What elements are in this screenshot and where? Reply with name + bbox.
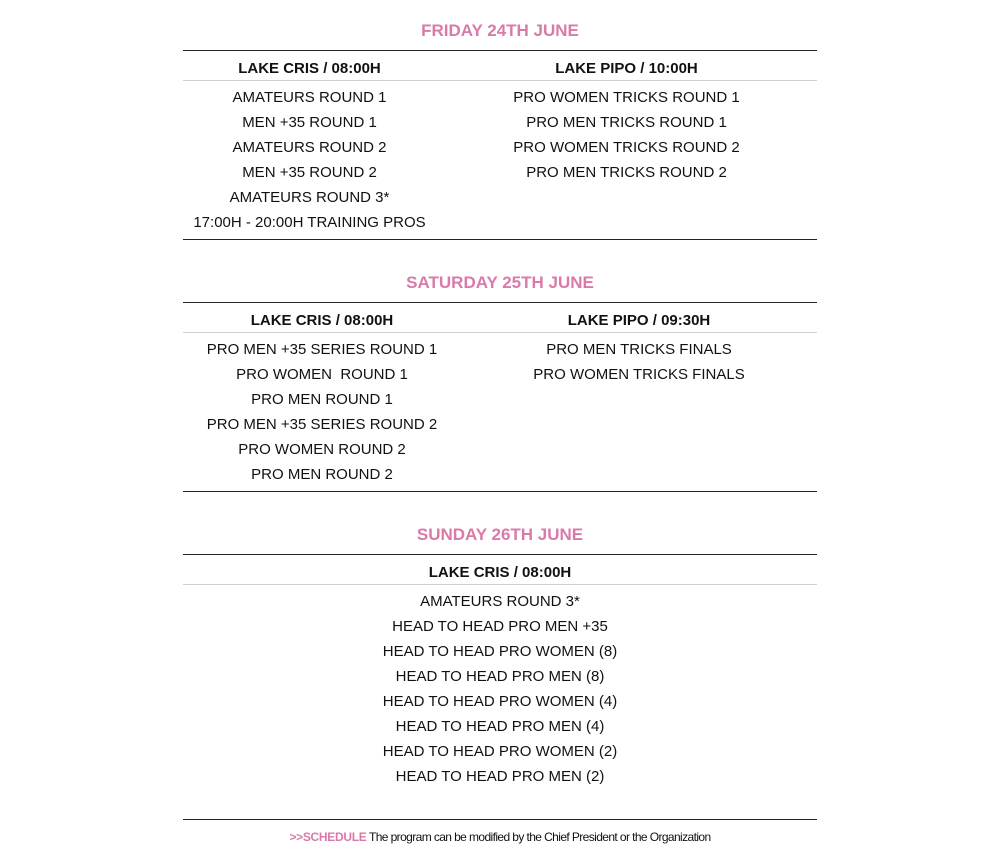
event-item: HEAD TO HEAD PRO MEN (2) <box>395 768 605 785</box>
event-item: HEAD TO HEAD PRO MEN +35 <box>392 618 608 635</box>
venue-columns <box>183 555 817 789</box>
day-section-friday <box>183 19 817 240</box>
venue-column-lake-pipo <box>436 51 817 235</box>
venue-column-lake-cris <box>183 303 461 487</box>
event-item: AMATEURS ROUND 2 <box>232 139 387 156</box>
venue-column-lake-cris <box>183 555 817 789</box>
event-item: PRO MEN TRICKS ROUND 2 <box>526 164 727 181</box>
event-item: PRO WOMEN TRICKS FINALS <box>533 366 745 383</box>
event-item: AMATEURS ROUND 3* <box>229 189 390 206</box>
event-item: HEAD TO HEAD PRO MEN (4) <box>395 718 605 735</box>
event-item: MEN +35 ROUND 1 <box>242 114 377 131</box>
event-item: PRO MEN TRICKS ROUND 1 <box>526 114 727 131</box>
event-item: HEAD TO HEAD PRO WOMEN (8) <box>382 643 618 660</box>
venue-columns <box>183 303 817 487</box>
footer-note <box>183 828 817 846</box>
venue-header: LAKE CRIS / 08:00H <box>183 303 461 333</box>
event-item: MEN +35 ROUND 2 <box>242 164 377 181</box>
venue-header: LAKE CRIS / 08:00H <box>183 51 436 81</box>
footer-disclaimer: The program can be modified by the Chief President or the Organization <box>369 830 711 844</box>
event-item: PRO MEN ROUND 1 <box>251 391 393 408</box>
event-item: PRO MEN +35 SERIES ROUND 1 <box>206 341 438 358</box>
event-list <box>183 333 461 487</box>
event-item: PRO MEN +35 SERIES ROUND 2 <box>206 416 438 433</box>
event-item: AMATEURS ROUND 1 <box>232 89 387 106</box>
event-list <box>183 81 436 235</box>
footer <box>183 819 817 846</box>
divider <box>183 819 817 820</box>
event-item: 17:00H - 20:00H TRAINING PROS <box>193 214 426 231</box>
event-item: PRO WOMEN ROUND 1 <box>236 366 408 383</box>
venue-column-lake-pipo <box>461 303 817 487</box>
day-title: FRIDAY 24TH JUNE <box>421 21 579 40</box>
event-list <box>461 333 817 387</box>
venue-header: LAKE PIPO / 09:30H <box>461 303 817 333</box>
day-section-sunday <box>183 523 817 789</box>
event-item: PRO MEN ROUND 2 <box>251 466 393 483</box>
venue-header: LAKE PIPO / 10:00H <box>436 51 817 81</box>
venue-columns <box>183 51 817 235</box>
event-item: PRO WOMEN TRICKS ROUND 1 <box>513 89 740 106</box>
day-title: SUNDAY 26TH JUNE <box>416 525 584 544</box>
venue-header: LAKE CRIS / 08:00H <box>183 555 817 585</box>
divider <box>183 491 817 492</box>
schedule-tag: >>SCHEDULE <box>289 830 367 844</box>
divider <box>183 239 817 240</box>
event-item: AMATEURS ROUND 3* <box>420 593 580 610</box>
event-list <box>183 585 817 789</box>
day-title: SATURDAY 25TH JUNE <box>406 273 594 292</box>
event-item: HEAD TO HEAD PRO WOMEN (4) <box>382 693 618 710</box>
event-list <box>436 81 817 185</box>
event-item: PRO WOMEN TRICKS ROUND 2 <box>513 139 740 156</box>
event-item: PRO WOMEN ROUND 2 <box>238 441 406 458</box>
venue-column-lake-cris <box>183 51 436 235</box>
day-section-saturday <box>183 271 817 492</box>
event-item: HEAD TO HEAD PRO MEN (8) <box>395 668 605 685</box>
event-item: HEAD TO HEAD PRO WOMEN (2) <box>382 743 618 760</box>
event-item: PRO MEN TRICKS FINALS <box>546 341 732 358</box>
